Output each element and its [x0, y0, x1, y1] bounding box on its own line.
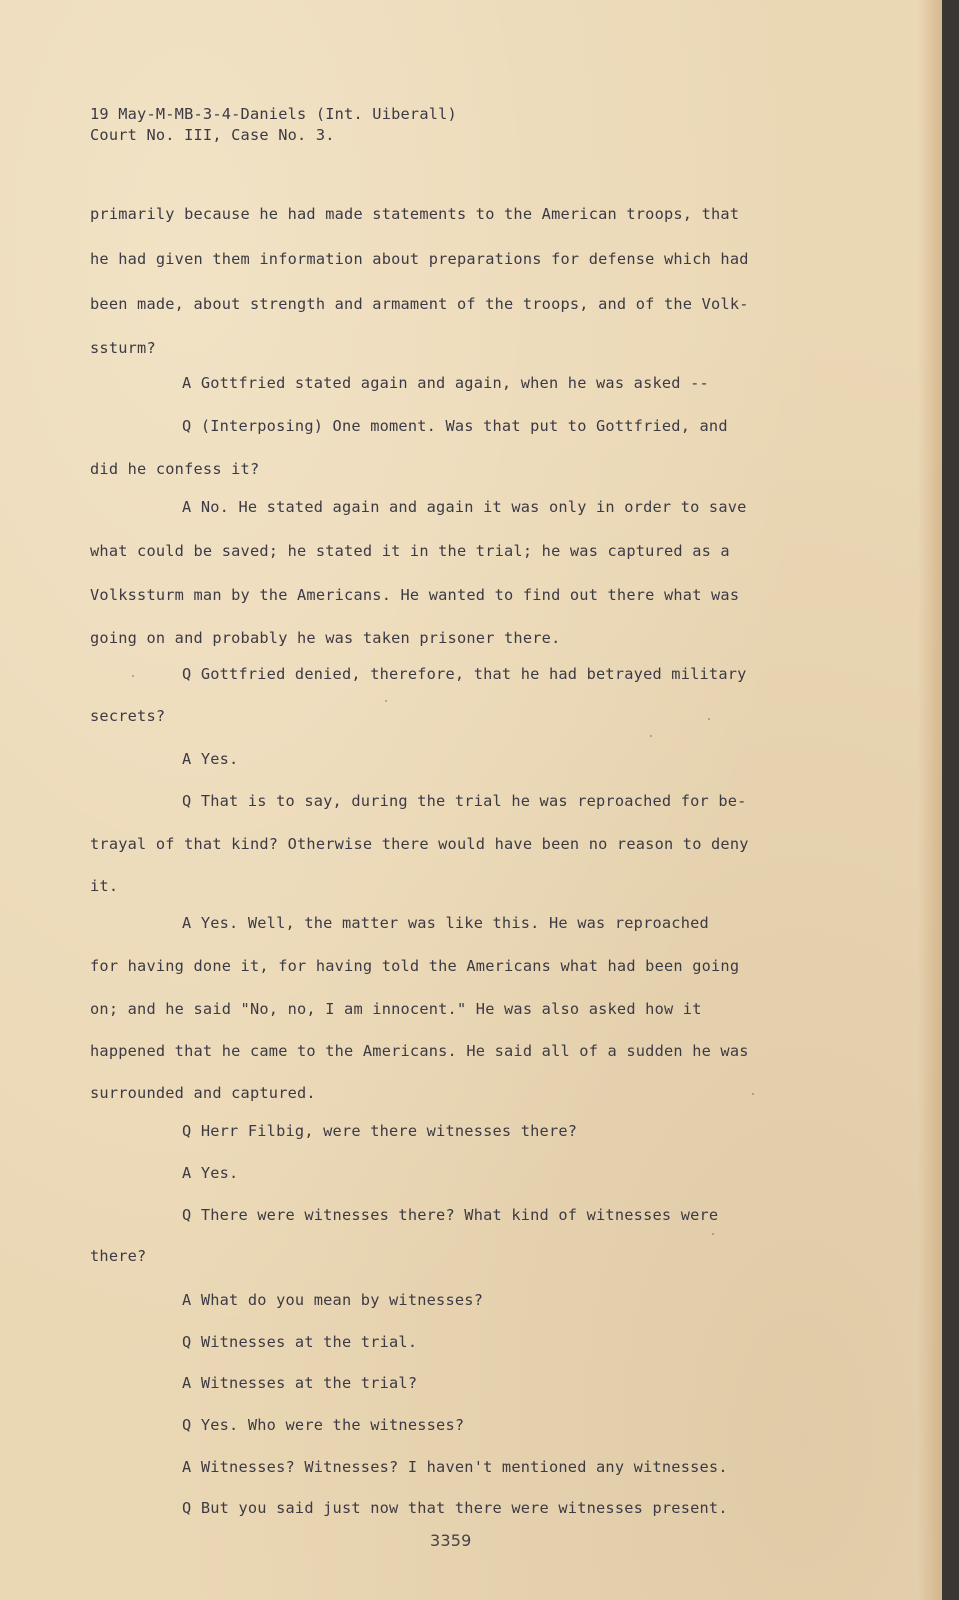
page-edge-shadow [918, 0, 942, 1600]
body-line: A Yes. Well, the matter was like this. He was reproached [182, 914, 709, 932]
body-line: on; and he said "No, no, I am innocent." He was also asked how it [90, 1000, 702, 1018]
body-line: going on and probably he was taken prisoner there. [90, 629, 561, 647]
body-line: there? [90, 1247, 147, 1265]
paper-speck [650, 735, 652, 737]
body-line: Q (Interposing) One moment. Was that put to Gottfried, and [182, 417, 728, 435]
body-line: primarily because he had made statements to the American troops, that [90, 205, 740, 223]
body-line: he had given them information about preparations for defense which had [90, 250, 749, 268]
body-line: Volkssturm man by the Americans. He wanted to find out there what was [90, 586, 740, 604]
body-line: trayal of that kind? Otherwise there would have been no reason to deny [90, 835, 749, 853]
body-line: Q Herr Filbig, were there witnesses there? [182, 1122, 578, 1140]
body-line: it. [90, 877, 119, 895]
paper-speck [712, 1233, 714, 1235]
body-line: Q Gottfried denied, therefore, that he had betrayed military [182, 665, 747, 683]
body-line: Q Witnesses at the trial. [182, 1333, 418, 1351]
document-header [90, 104, 457, 146]
body-line: A Gottfried stated again and again, when he was asked -- [182, 374, 709, 392]
body-line: A No. He stated again and again it was only in order to save [182, 498, 747, 516]
body-line: happened that he came to the Americans. He said all of a sudden he was [90, 1042, 749, 1060]
body-line: Q Yes. Who were the witnesses? [182, 1416, 465, 1434]
header-line-court: Court No. III, Case No. 3. [90, 126, 335, 144]
page-number: 3359 [430, 1531, 472, 1550]
body-line: surrounded and captured. [90, 1084, 316, 1102]
paper-speck [708, 718, 710, 720]
body-line: A Witnesses at the trial? [182, 1374, 418, 1392]
body-line: Q That is to say, during the trial he was reproached for be- [182, 792, 747, 810]
body-line: ssturm? [90, 339, 156, 357]
body-line: Q But you said just now that there were witnesses present. [182, 1499, 728, 1517]
body-line: did he confess it? [90, 460, 260, 478]
body-line: Q There were witnesses there? What kind of witnesses were [182, 1206, 719, 1224]
body-line: A Yes. [182, 1164, 239, 1182]
paper-speck [752, 1093, 754, 1095]
body-line: what could be saved; he stated it in the trial; he was captured as a [90, 542, 730, 560]
body-line: A Yes. [182, 750, 239, 768]
body-line: A What do you mean by witnesses? [182, 1291, 484, 1309]
paper-speck [132, 675, 134, 677]
body-line: secrets? [90, 707, 166, 725]
body-line: A Witnesses? Witnesses? I haven't mentioned any witnesses. [182, 1458, 728, 1476]
header-line-reference: 19 May-M-MB-3-4-Daniels (Int. Uiberall) [90, 105, 457, 123]
body-line: for having done it, for having told the Americans what had been going [90, 957, 740, 975]
paper-speck [385, 700, 387, 702]
body-line: been made, about strength and armament of the troops, and of the Volk- [90, 295, 749, 313]
